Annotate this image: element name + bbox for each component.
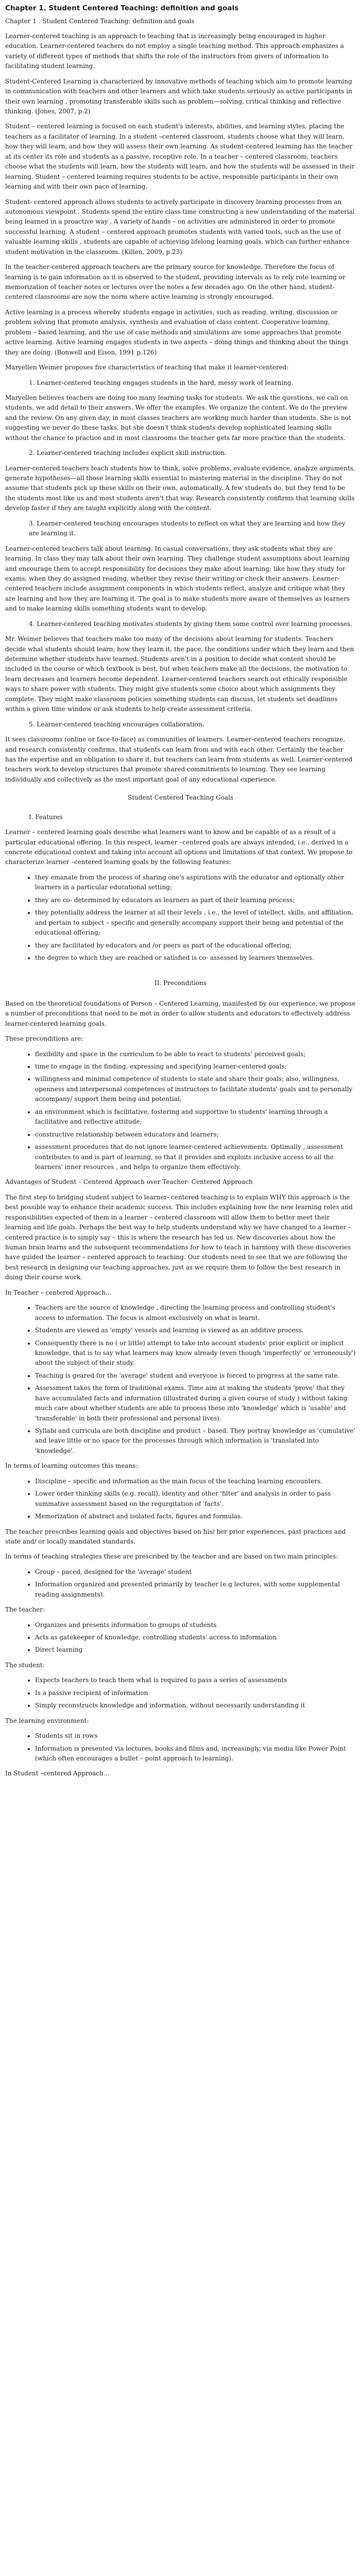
paragraph: Learner – centered learning goals describe what learners want to know and be capable of as a result of a particular educational offering. In this respect, learner –centered goals are always intended, i.e., derived in a concrete educational context and taking into account all options and limitations of that context. We propose to characterize learner –centered learning goals by the following features: (5, 828, 353, 866)
paragraph: Student – centered learning is focused on each student's interests, abilities, and learning styles, placing the teachers as a facilitator of learning. In a student –centered classroom, students choose what they will learn, how they will learn, and how they will assess their own learning. As student-centered learning has the teacher at its center its role and students as a passive, receptive role. In a teacher – centered classroom, teachers choose what the students will learn, how the students will learn, and how the students will be assessed in their learning. Student – centered learning requires students to be active, responsible participants in their own learning and with their own pace of learning. (5, 123, 355, 191)
list-item: • Teaching is geared for the 'average' student and everyone is forced to progress at the same rate. (35, 1371, 356, 1381)
paragraph: Mr. Weimer believes that teachers make too many of the decisions about learning for students. Teachers decide what students should learn, how they learn it, the pace, the conditions under which they learn and then determine whether students have learned. Students aren't in a position to decide what content should be included in the course or which textbook is best, but when teachers make all the decisions, the motivation to learn decreases and learners become dependent. Learner-centered teachers search out ethically responsible ways to share power with students. They might give students some choice about which assignments they complete. They might make classroom policies something students can discuss, let students set deadlines within a given time window or ask students to help create assessment criteria. (5, 635, 354, 713)
list-item: • the degree to which they are reached or satisfied is co- assessed by learners themselves. (35, 953, 356, 963)
paragraph: The first step to bridging student subject to learner- centered teaching is to explain WHY this approach is the best possible way to enhance their academic success. This includes explaining how the new learning roles and responsibilities expected of them in a learner – centered classroom will allow them to better meet their learning and life goals. Perhaps the best way to help students understand why we have changed to a learner – centered practice is to simply say – this is where the research has led us. New discoveries about how the human brain learns and the subsequent recommendations for how to teach in harmony with these discoveries have guided the learner – centered approach to teaching. Our students need to see that we are following the best research in designing our teaching approaches, just as we require them to follow the best research in doing their course work. (5, 1193, 353, 1281)
paragraph: These preconditions are: (5, 1035, 83, 1043)
list-item: • Acts as gatekeeper of knowledge, controlling students' access to information (35, 1633, 356, 1642)
chapter-title: Chapter 1. Student Centered Teaching: definition and goals (5, 4, 239, 12)
subsection-heading: The student: (5, 1661, 45, 1669)
list-item: • willingness and minimal competence of students to state and share their goals; also, willingness, openness and interpersonal competences of instructors to facilitate students' goals and to personally accompany/ support them being and potential; (35, 1074, 356, 1104)
list-item: • Teachers are the source of knowledge , directing the learning process and controlling student's access to information. The focus is almost exclusively on what is learnt. (35, 1303, 356, 1323)
paragraph: Learner-centered teaching is an approach to teaching that is increasingly being encouraged in higher education. Learner-centered teachers do not employ a single teaching method. This approach emphasizes a variety of different types of methods that shifts the role of the instructors from givers of information to facilitating student learning. (5, 32, 344, 70)
paragraph: Active learning is a process whereby students engage in activities, such as reading, writing, discussion or problem solving that promote analysis, synthesis and evaluation of class content. Cooperative learning, problem – based learning, and the use of case methods and simulations are some approaches that promote active learning. Active learning engages students in two aspects – doing things and thinking about the things they are doing. (Bonwell and Eison, 1991 p.126) (5, 308, 349, 356)
section-title: Advantages of Student – Centered Approach over Teacher- Centered Approach (5, 1178, 253, 1186)
list-item: • time to engage in the finding, expressing and specifying learner-centered goals; (35, 1062, 356, 1072)
paragraph: In terms of teaching strategies these are prescribed by the teacher and are based on two main principles: (5, 1553, 338, 1561)
list-item: • they are co- determined by educators as learners as part of their learning process; (35, 895, 356, 905)
characteristic-heading: 4. Learner-centered teaching motivates students by giving them some control over learning processes. (29, 620, 352, 628)
paragraph: The teacher prescribes learning goals and objectives based on his/ her prior experiences, past practices and state and/ or locally mandated standards. (5, 1528, 346, 1545)
paragraph: Maryellen believes teachers are doing too many learning tasks for students. We ask the questions, we call on students, we add detail to their answers. We offer the examples. We organize the content. We do the preview and the review. On any given day, in most classes teachers are working much harder than students. She is not suggesting we never do these tasks, but she doesn't think students develop sophisticated learning skills without the chance to practice and in most classrooms the teacher gets far more practice than the students. (5, 394, 351, 442)
list-item: • Assessment takes the form of traditional exams. Time aim at making the students 'prove' that they have accumulated facts and information (illustrated during a given course of study ) without taking much care about whether students are able to process these into 'knowledge' which is 'usable' and 'transferable' in both their professional and personal lives). (35, 1383, 356, 1423)
chapter-subtitle: Chapter 1 . Student Centered Teaching: definition and goals (5, 17, 195, 25)
list-item: • Simply reconstructs knowledge and information, without necessarily understanding it (35, 1701, 356, 1710)
subsection-heading: II. Preconditions (154, 979, 207, 987)
list-item: • Is a passive recipient of information (35, 1688, 356, 1698)
paragraph: Student- centered approach allows students to actively participate in discovery learning processes from an autonomous viewpoint . Students spend the entire class time constructing a new understanding of the material being learned in a proactive way . A variety of hands – on activities are administered in order to promote successful learning. A student – centered approach promotes students with varied tools, such as the use of valuable learning skills , students are capable of achieving lifelong learning goals, which can further enhance student motivation in the classroom. (Killen, 2009, p.23) (5, 198, 355, 256)
characteristic-heading: 3. Learner-centered teaching encourages students to reflect on what they are learning and how they are learning it. (29, 519, 346, 537)
list-item: • assessment procedures that do not ignore learner-centered achievements. Optimally , assessment contributes to and is part of learning, so that it provides and exploits inclusive access to all the learners' inner resources , and helps to organize them effectively. (35, 1142, 356, 1172)
list-item: • Direct learning (35, 1645, 356, 1655)
paragraph: Learner-centered teachers teach students how to think, solve problems, evaluate evidence, analyze arguments, generate hypotheses—all those learning skills essential to mastering material in the discipline. They do not assume that students pick up these skills on their own, automatically. A few students do, but they tend to be the students most like us and most students aren't that way. Research consistently confirms that learning skills develop faster if they are taught explicitly along with the content. (5, 464, 355, 512)
list-item: • they emanate from the process of sharing one's aspirations with the educator and optionally other learners in a particular educational setting; (35, 873, 356, 893)
list-item: • flexibility and space in the curriculum to be able to react to students' perceived goals; (35, 1049, 356, 1059)
paragraph: In the teacher-centered approach teachers are the primary source for knowledge. Therefore the focus of learning is to gain information as it is observed to the student, providing intervals as to rely rote learning or memorization of teacher notes or lectures over the notes a few decades ago. On the other hand, student-centered classrooms are now the norm where active learning is strongly encouraged. (5, 263, 346, 301)
list-item: • Students sit in rows (35, 1731, 356, 1741)
paragraph: It sees classrooms (online or face-to-face) as communities of learners. Learner-centered teachers recognize, and research consistently confirms, that students can learn from and with each other. Certainly the teacher has the expertise and an obligation to share it, but teachers can learn from students as well. Learner-centered teachers work to develop structures that promote shared commitments to learning. They see learning individually and collectively as the most important goal of any educational experience. (5, 736, 353, 783)
principles-list (5, 1567, 356, 1600)
list-item: • Organizes and presents information to groups of students (35, 1620, 356, 1630)
list-item: • Information organized and presented primarily by teacher (e.g lectures, with some supplemental reading assignments). (35, 1580, 356, 1600)
list-item: • Group – paced, designed for the 'average' student (35, 1567, 356, 1577)
preconditions-list (5, 1049, 356, 1173)
list-item: • Syllabi and curricula are both discipline and product – based. They portray knowledge as 'cumulative' and leave little or no space for the processes through which information is 'translated into 'knowledge'. (35, 1426, 356, 1456)
list-item: • an environment which is facilitative, fostering and supportive to students' learning through a facilitative and reflective attitude; (35, 1107, 356, 1127)
teacher-list (5, 1620, 356, 1655)
list-item: • Discipline – specific and information as the main focus of the teaching learning encounters. (35, 1477, 356, 1486)
characteristic-heading: 2. Learner-centered teaching includes explicit skill instruction. (29, 449, 227, 457)
environment-list (5, 1731, 356, 1764)
subsection-heading: I. Features (29, 813, 63, 821)
paragraph: Student-Centered Learning is characterized by innovative methods of teaching which aim to promote learning in communication with teachers and other learners and which take students seriously as active participants in their own learning , promoting transferable skills such as problem—solving, critical thinking and reflective thinking. (Jones, 2007, p.2) (5, 77, 352, 115)
teacher-centered-list (5, 1303, 356, 1456)
characteristic-heading: 5. Learner-centered teaching encourages collaboration. (29, 720, 204, 728)
list-item: • Lower order thinking skills (e.g. recall), identity and other 'filter' and analysis in order to pass summative assessment based on the regurgitation of 'facts'. (35, 1489, 356, 1509)
list-item: • Students are viewed as 'empty' vessels and learning is viewed as an additive process. (35, 1326, 356, 1335)
list-item: • they are facilitated by educators and /or peers as part of the educational offering; (35, 941, 356, 951)
subsection-heading: The teacher: (5, 1606, 45, 1614)
paragraph: Learner-centered teachers talk about learning. In casual conversations, they ask students what they are learning. In class they may talk about their own learning. They challenge student assumptions about learning and encourage them to accept responsibility for decisions they make about learning; like how they study for exams, when they do assigned reading, whether they revise their writing or check their answers. Learner-centered teachers include assignment components in which students reflect, analyze and critique what they are learning and how they are learning it. The goal is to make students more aware of themselves as learners and to make learning skills something students want to develop. (5, 545, 350, 613)
section-title: Student Centered Teaching Goals (128, 794, 233, 802)
list-item: • Memorization of abstract and isolated facts, figures and formulas. (35, 1512, 356, 1521)
student-list (5, 1675, 356, 1710)
characteristic-heading: 1. Learner-centered teaching engages students in the hard, messy work of learning. (29, 379, 294, 386)
list-item: • they potentially address the learner at all their levels , i.e., the level of intellect, skills, and affiliation, and pertain to subject – specific and generally accompany support their being and potential of the educational offering; (35, 908, 356, 938)
list-item: • constructive relationship between educators and learners; (35, 1130, 356, 1140)
features-list (5, 873, 356, 963)
list-item: • Expects teachers to teach them what is required to pass a series of assessments (35, 1675, 356, 1685)
paragraph: In Teacher – centered Approach... (5, 1289, 112, 1296)
subsection-heading: The learning environment: (5, 1717, 89, 1724)
outcomes-list (5, 1477, 356, 1522)
paragraph: Maryellen Weimer proposes five characteristics of teaching that make it learner-centered: (5, 364, 289, 371)
paragraph: In Student –centered Approach... (5, 1770, 110, 1777)
list-item: • Consequently there is no ( or little) attempt to take into account students' prior explicit or implicit knowledge, that is to say what learners may know already (even though 'imperfectly' or 'erroneously') about the subject of their study. (35, 1338, 356, 1368)
list-item: • Information is presented via lectures, books and films and, increasingly, via media like Power Point (which often encourages a bullet – point approach to learning). (35, 1744, 356, 1764)
paragraph: In terms of learning outcomes this means: (5, 1462, 138, 1470)
paragraph: Based on the theoretical foundations of Person – Centered Learning, manifested by our experience, we propose a number of preconditions that need to be met in order to allow students and educators to effectively address learner-centered learning goals. (5, 999, 356, 1027)
